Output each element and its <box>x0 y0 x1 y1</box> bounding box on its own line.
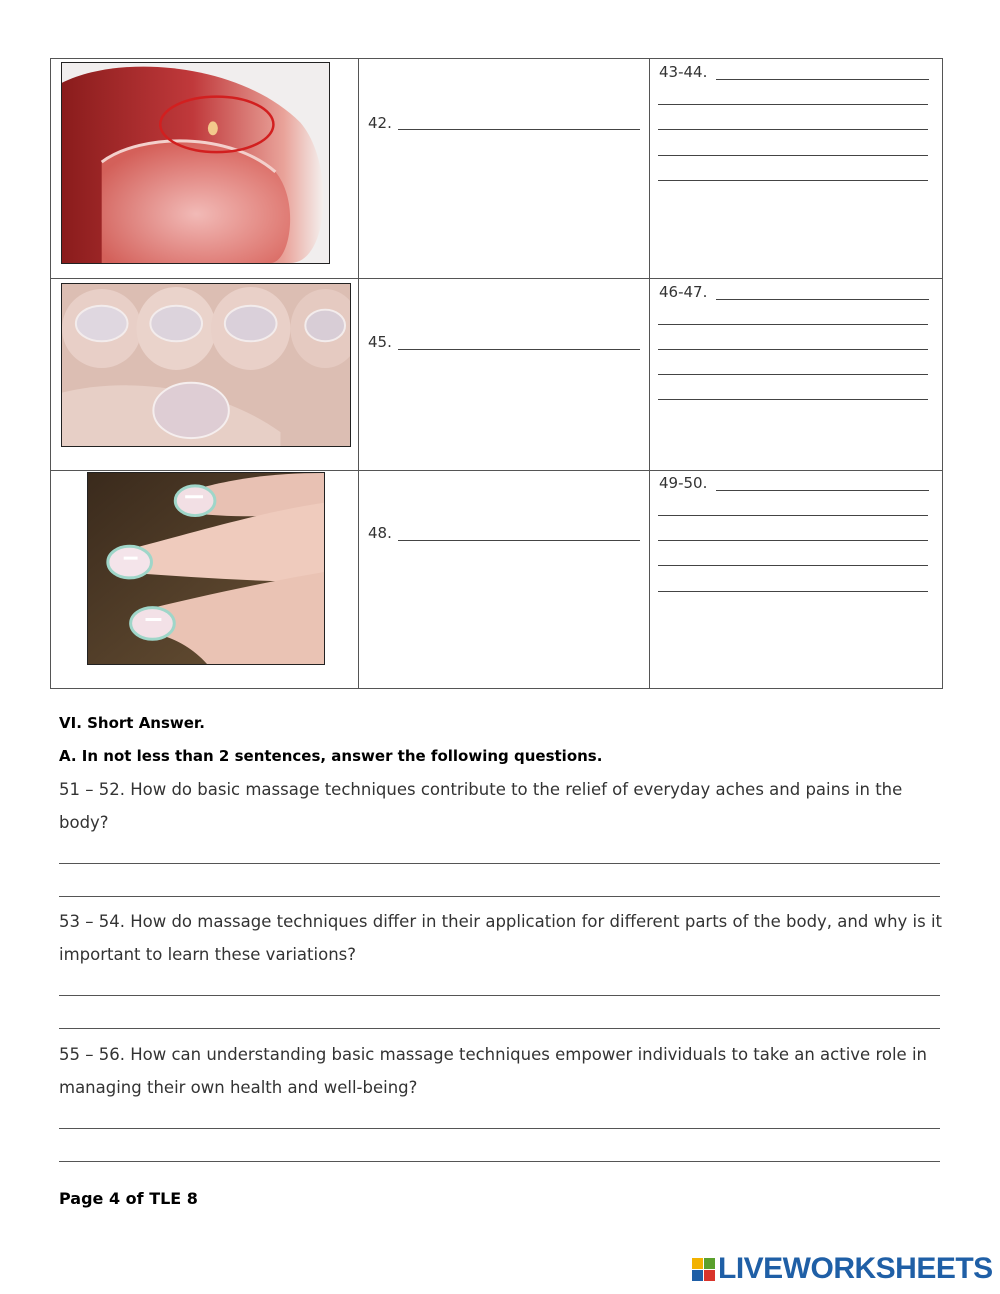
item-43-44-answer-line[interactable] <box>716 79 929 80</box>
answer-line[interactable] <box>59 1028 940 1029</box>
item-43-44-answer-line[interactable] <box>658 180 928 181</box>
hangnail-photo <box>61 62 330 264</box>
white-spots-photo <box>87 472 325 665</box>
item-48-answer-line[interactable] <box>398 540 640 541</box>
item-49-50-answer-line[interactable] <box>658 540 928 541</box>
brand-name: LIVEWORKSHEETS <box>718 1252 993 1285</box>
answer-line[interactable] <box>59 896 940 897</box>
item-46-47-answer-line[interactable] <box>658 374 928 375</box>
item-42-label: 42. <box>368 114 392 132</box>
answer-line[interactable] <box>59 1161 940 1162</box>
item-45-answer-line[interactable] <box>398 349 640 350</box>
table-row-divider <box>51 278 942 279</box>
answer-line[interactable] <box>59 995 940 996</box>
item-43-44-answer-line[interactable] <box>658 104 928 105</box>
item-45-label: 45. <box>368 333 392 351</box>
item-48-label: 48. <box>368 524 392 542</box>
item-46-47-answer-line[interactable] <box>716 299 929 300</box>
item-43-44-answer-line[interactable] <box>658 129 928 130</box>
section-title: VI. Short Answer. <box>59 714 205 732</box>
page-footer: Page 4 of TLE 8 <box>59 1189 198 1208</box>
question-53-54: 53 – 54. How do massage techniques differ in their application for different parts of the body, and why is it important to learn these variations? <box>59 912 943 964</box>
liveworksheets-mark-icon <box>692 1258 715 1281</box>
item-49-50-answer-line[interactable] <box>658 591 928 592</box>
section-instruction: A. In not less than 2 sentences, answer the following questions. <box>59 747 603 765</box>
dry-cuticles-photo <box>61 283 351 447</box>
item-49-50-answer-line[interactable] <box>658 565 928 566</box>
item-43-44-answer-line[interactable] <box>658 155 928 156</box>
answer-line[interactable] <box>59 1128 940 1129</box>
item-46-47-answer-line[interactable] <box>658 349 928 350</box>
item-49-50-label: 49-50. <box>659 474 708 492</box>
table-row-divider <box>51 470 942 471</box>
item-42-answer-line[interactable] <box>398 129 640 130</box>
table-column-divider <box>358 59 359 688</box>
table-column-divider <box>649 59 650 688</box>
question-51-52: 51 – 52. How do basic massage techniques contribute to the relief of everyday aches and pains in the body? <box>59 780 903 832</box>
item-46-47-answer-line[interactable] <box>658 399 928 400</box>
item-46-47-label: 46-47. <box>659 283 708 301</box>
item-49-50-answer-line[interactable] <box>658 515 928 516</box>
item-49-50-answer-line[interactable] <box>716 490 929 491</box>
answer-line[interactable] <box>59 863 940 864</box>
item-43-44-label: 43-44. <box>659 63 708 81</box>
liveworksheets-logo[interactable] <box>692 1254 993 1284</box>
item-46-47-answer-line[interactable] <box>658 324 928 325</box>
question-55-56: 55 – 56. How can understanding basic massage techniques empower individuals to take an active role in managing their own health and well-being? <box>59 1045 927 1097</box>
